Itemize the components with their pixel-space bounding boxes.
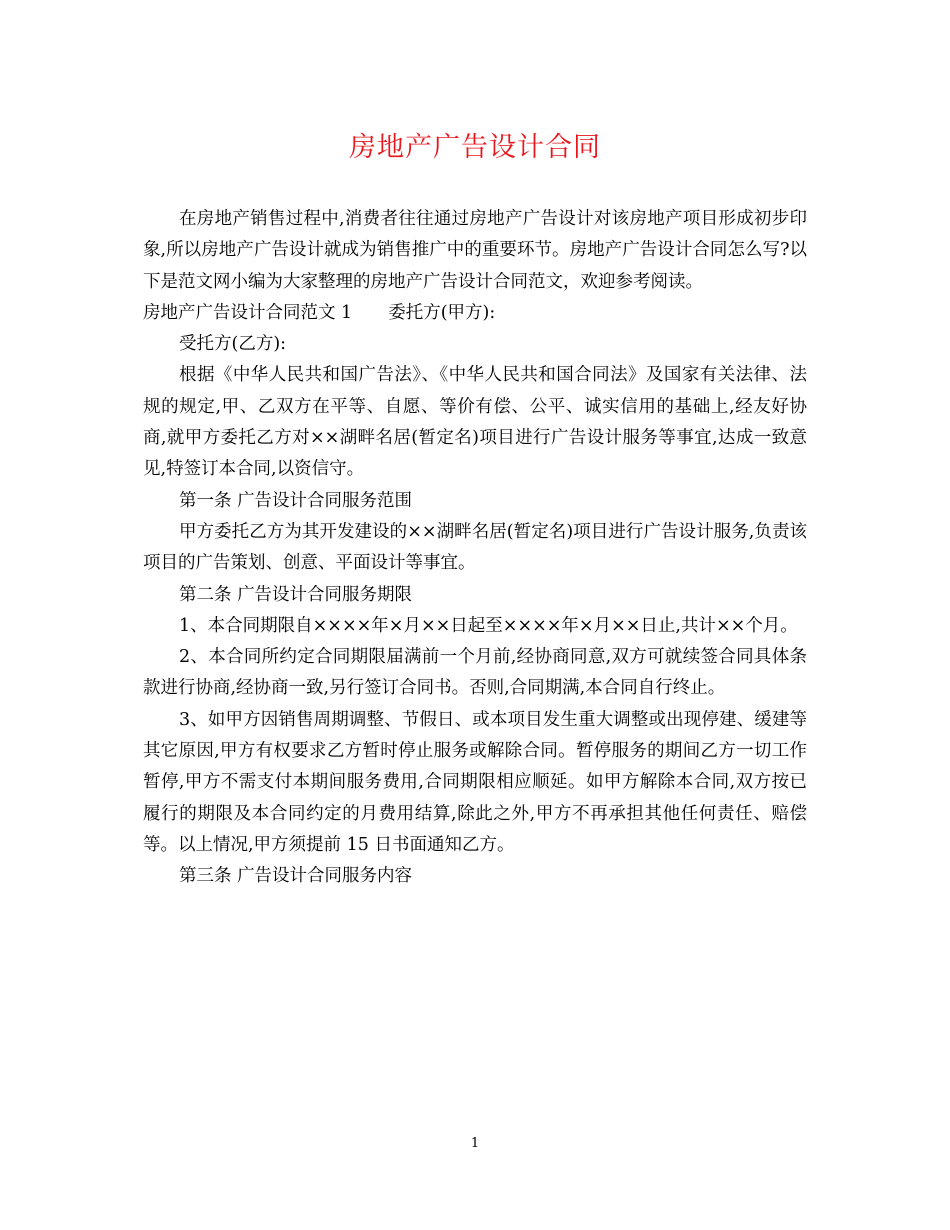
article-2-item-1: 1、本合同期限自××××年×月××日起至××××年×月××日止,共计××个月。 <box>179 615 798 636</box>
sample-heading-line <box>143 298 807 329</box>
party-a-label: 委托方(甲方): <box>388 302 496 323</box>
sample-heading: 房地产广告设计合同范文 1 <box>143 302 353 323</box>
article-2-item-2: 2、本合同所约定合同期限届满前一个月前,经协商同意,双方可就续签合同具体条款进行协商,经协商一致,另行签订合同书。否则,合同期满,本合同自行终止。 <box>143 647 807 699</box>
article-1-title: 第一条 广告设计合同服务范围 <box>179 490 413 511</box>
page-number: 1 <box>470 1136 480 1151</box>
article-3-title: 第三条 广告设计合同服务内容 <box>179 866 413 887</box>
intro-paragraph: 在房地产销售过程中,消费者往往通过房地产广告设计对该房地产项目形成初步印象,所以房地产广告设计就成为销售推广中的重要环节。房地产广告设计合同怎么写?以下是范文网小编为大家整理的房地产广告设计合同范文，欢迎参考阅读。 <box>143 209 807 292</box>
article-2-item-3: 3、如甲方因销售周期调整、节假日、或本项目发生重大调整或出现停建、缓建等其它原因,甲方有权要求乙方暂时停止服务或解除合同。暂停服务的期间乙方一切工作暂停,甲方不需支付本期间服务费用,合同期限相应顺延。如甲方解除本合同,双方按已履行的期限及本合同约定的月费用结算,除此之外,甲方不再承担其他任何责任、赔偿等。以上情况,甲方须提前 15 日书面通知乙方。 <box>143 709 807 855</box>
article-1-text: 甲方委托乙方为其开发建设的××湖畔名居(暂定名)项目进行广告设计服务,负责该项目的广告策划、创意、平面设计等事宜。 <box>143 521 807 574</box>
preamble-paragraph: 根据《中华人民共和国广告法》、《中华人民共和国合同法》及国家有关法律、法规的规定,甲、乙双方在平等、自愿、等价有偿、公平、诚实信用的基础上,经友好协商,就甲方委托乙方对××湖畔名居(暂定名)项目进行广告设计服务等事宜,达成一致意见,特签订本合同,以资信守。 <box>143 365 807 480</box>
document-title: 房地产广告设计合同 <box>349 132 601 163</box>
article-2-title: 第二条 广告设计合同服务期限 <box>179 584 413 605</box>
document-body <box>143 204 807 893</box>
party-b-label: 受托方(乙方): <box>179 334 287 355</box>
